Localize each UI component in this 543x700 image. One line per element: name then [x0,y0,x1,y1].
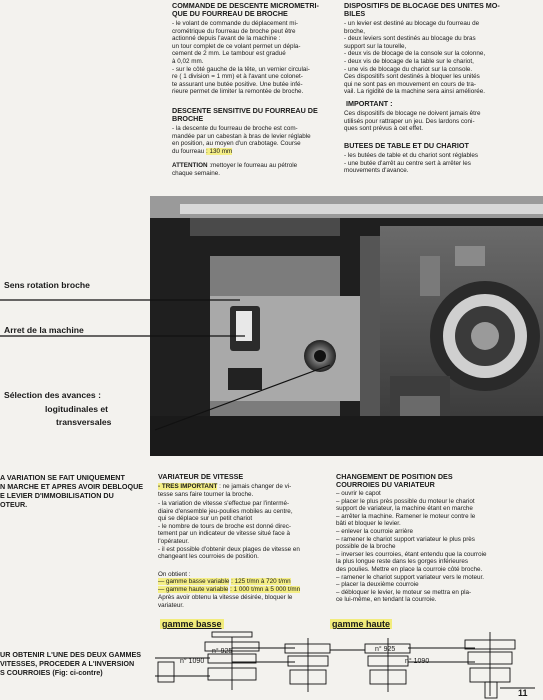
on-obtient: On obtient : [158,571,191,578]
fig-label-gamme-haute [330,619,392,629]
attention-label: ATTENTION [172,162,208,169]
gamme-haute-fig-text: gamme haute [332,619,391,629]
pulley-left-top [212,632,252,637]
note-variation: A VARIATION SE FAIT UNIQUEMENT N MARCHE ET APRES AVOIR DEBLOQUE E LEVIER D'IMMOBILISATION DU OTEUR. [0,473,144,509]
fig-label-gamme-basse [160,619,224,629]
variateur-after: Après avoir obtenu la vitesse désirée, bloquer le variateur. [158,594,293,609]
gamme-basse-label: — gamme basse variable [158,578,230,585]
section-title-blocage: DISPOSITIFS DE BLOCAGE DES UNITES MO- BILES [344,1,500,19]
gamme-basse-line [158,578,343,586]
label-longitudinales: logitudinales et [45,404,109,414]
gamme-haute-label: — gamme haute variable [158,586,229,593]
variateur-title: VARIATEUR DE VITESSE [158,472,244,481]
label-selection-avances: Sélection des avances : [4,390,101,400]
gamme-basse-value: : 125 t/mn à 720 t/mn [231,578,291,585]
belt-925-right: n° 925 [375,646,396,653]
gamme-haute-value: : 1 000 t/mn à 5 000 t/mn [230,586,301,593]
section-body-micrometric: - le volant de commande du déplacement mi- crométrique du fourreau de broche peut être actionné depuis l'avant de la machine : un tour complet de ce volant permet un dépla- cement de 2 mm. Le tambour est gradué à 0,02 mm. - sur le côté gauche de la tête, un vernier circulai- re ( 1 division = 1 mm) et à l'avant une colonet- te assurant une butée positive. Une butée infé- rieure permet de limiter la remontée de broche. [172,20,310,96]
variateur-body: - la variation de vitesse s'effectue par l'intermé- diaire d'ensemble jeu-poulies mobiles au centre, qui se déplace sur un petit chariot - le nombre de tours de broche est donné direc- tement par un indicateur de vitesse situé face à l'opérateur. - il est possible d'obtenir deux plages de vitesse en changeant les courroies de position. [158,500,300,561]
variateur-important [158,483,333,498]
section-body-blocage: - un levier est destiné au blocage du fourreau de broche, - deux leviers sont destinés au blocage du bras support sur la tourelle, - deux vis de blocage de la console sur la colonne, - deux vis de blocage de la table sur le chariot, - une vis de blocage du chariot sur la console. Ces dispositifs sont destinés à bloquer les unités qui ne sont pas en mouvement en cours de tra- vail. La rigidité de la machine sera ainsi améliorée. [344,20,486,96]
important-title: IMPORTANT : [346,99,393,108]
changement-title: CHANGEMENT DE POSITION DES COURROIES DU VARIATEUR [336,472,453,490]
tres-important-label: - TRES IMPORTANT [158,483,218,490]
label-sens-rotation: Sens rotation broche [4,280,90,290]
tres-important-text: : ne jamais changer de vi- tesse sans faire tourner la broche. [158,483,292,498]
belt-1090-left: n° 1090 [180,658,205,665]
belt-1090-right: n° 1090 [405,658,430,665]
label-arret-machine: Arret de la machine [4,325,84,335]
important-body: Ces dispositifs de blocage ne doivent jamais être utilisés pour rattraper un jeu. Des lardons coni- ques sont prévus à cet effet. [344,110,481,133]
section-title-micrometric: COMMANDE DE DESCENTE MICROMETRI- QUE DU FOURREAU DE BROCHE [172,1,319,19]
callout-line-avances [155,365,330,430]
changement-body: – ouvrir le capot – placer le plus près possible du moteur le chariot support de variateur, la machine étant en marche – arrêter la machine. Ramener le moteur contre le bâti et bloquer le levier. – enlever la courroie arrière – ramener le chariot support variateur le plus près possible de la broche – inverser les courroies, étant entendu que la courroie la plus longue reste dans les gorges inférieures des poulies. Mettre en place la courroie côté broche. – ramener le chariot support variateur vers le moteur. – placer la deuxième courroie – débloquer le levier, le moteur se mettra en pla- ce lui-même, en tendant la courroie. [336,490,487,604]
gamme-basse-fig-text: gamme basse [162,619,222,629]
label-transversales: transversales [56,417,112,427]
attention-text: :mettoyer le fourreau au pétrole chaque semaine. [172,162,298,177]
section-title-descente: DESCENTE SENSITIVE DU FOURREAU DE BROCHE [172,106,318,124]
pulley-diagrams [150,630,543,700]
section-body-butees: - les butées de table et du chariot sont réglables - une butée d'arrêt au centre sert à arrêter les mouvements d'avance. [344,152,479,175]
course-value: : 130 mm [205,147,233,155]
belt-925-left: n° 925 [212,648,233,655]
section-title-butees: BUTEES DE TABLE ET DU CHARIOT [344,141,469,150]
page-number: 11 [518,688,528,698]
pulley-left-b [285,644,330,653]
note-gammes: UR OBTENIR L'UNE DES DEUX GAMMES VITESSES, PROCEDER A L'INVERSION S COURROIES (Fig: ci-contre) [0,650,142,677]
descente-text: - la descente du fourreau de broche est com- mandée par un cabestan à bras de levier réglable en position, au moyen d'un crabotage. Course du fourreau [172,125,311,155]
gamme-haute-line [158,586,343,594]
